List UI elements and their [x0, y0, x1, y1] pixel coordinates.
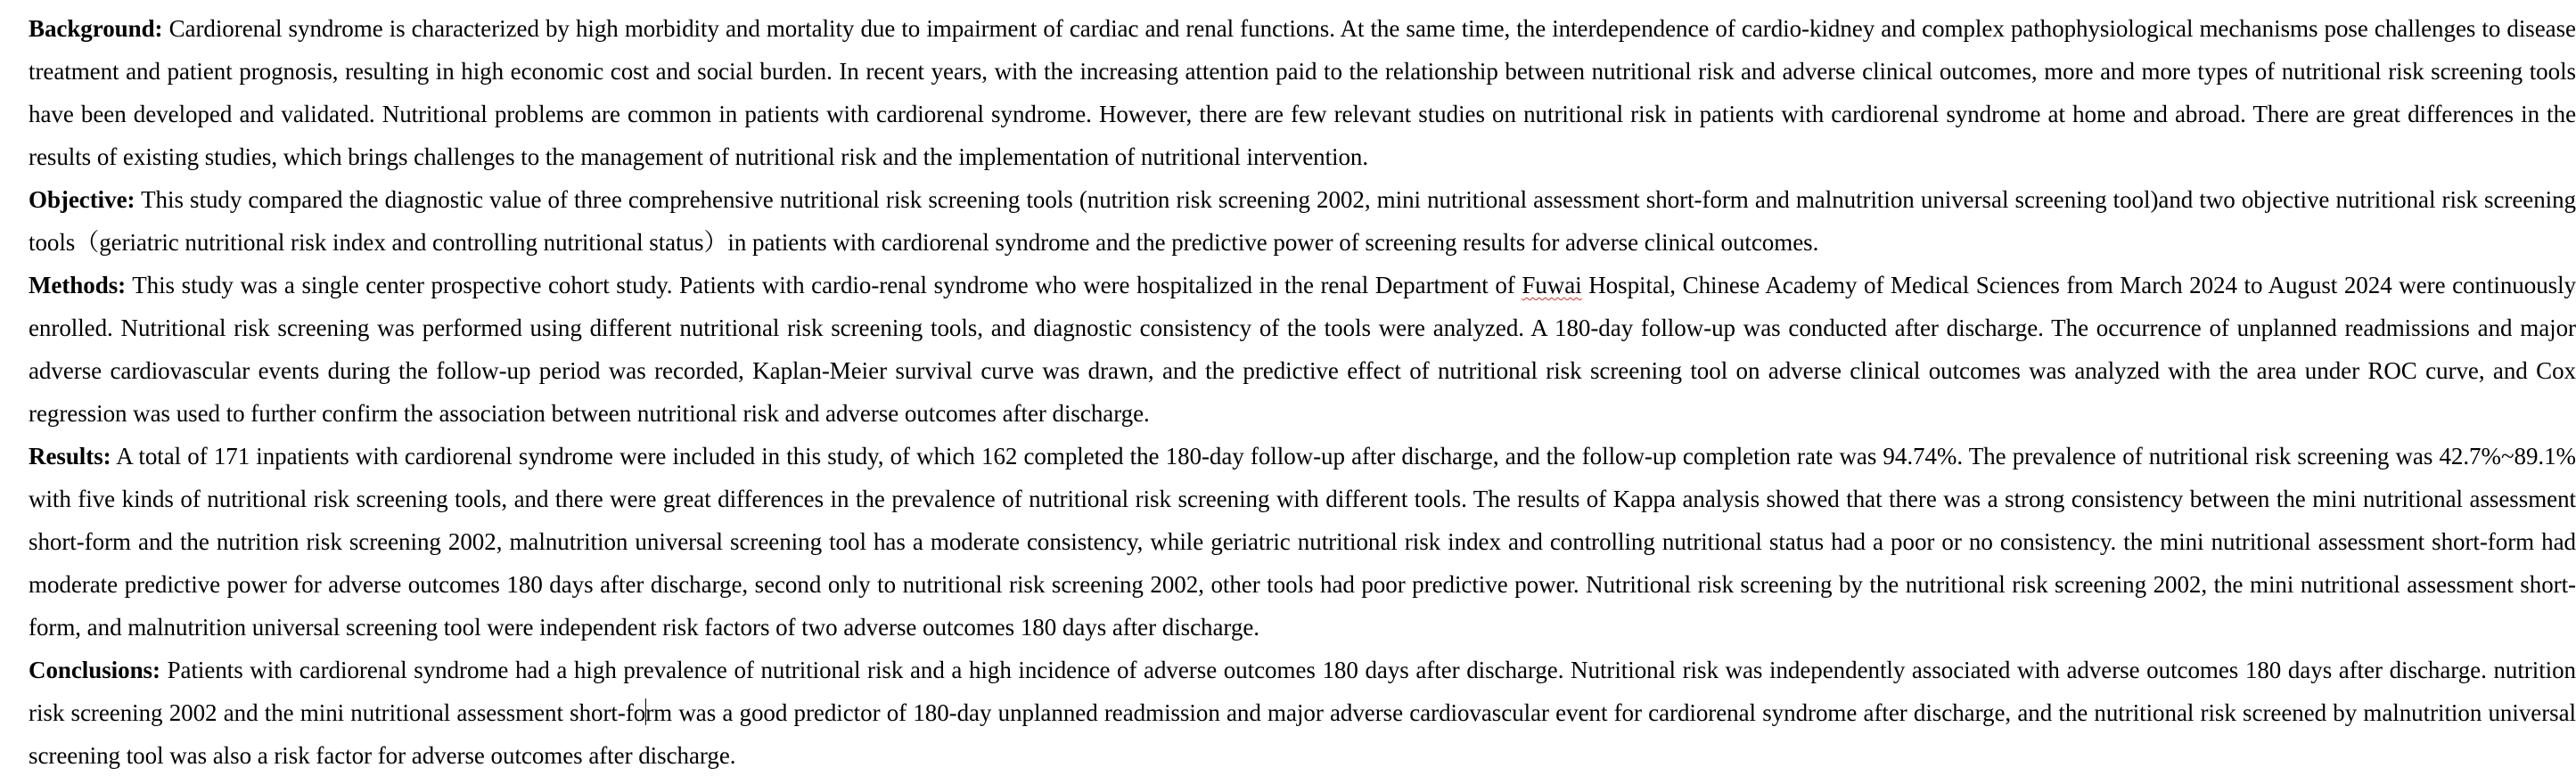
results-paragraph[interactable]: [29, 435, 2576, 649]
methods-text-after: Hospital, Chinese Academy of Medical Sciences from March 2024 to August 2024 were continuously enrolled. Nutritional risk screening was performed using different nutritional risk screening tools, and diagnostic consistency of the tools were analyzed. A 180-day follow-up was conducted after discharge. The occurrence of unplanned readmissions and major adverse cardiovascular events during the follow-up period was recorded, Kaplan-Meier survival curve was drawn, and the predictive effect of nutritional risk screening tool on adverse clinical outcomes was analyzed with the area under ROC curve, and Cox regression was used to further confirm the association between nutritional risk and adverse outcomes after discharge.: [29, 272, 2576, 427]
conclusions-text-before: Patients with cardiorenal syndrome had a high prevalence of nutritional risk and a high incidence of adverse outcomes 180 days after discharge. Nutritional risk was independently associated with adverse outcomes 180 days after discharge. nutrition risk screening 2002 and the mini nutritional assessment short-fo: [29, 657, 2576, 726]
background-paragraph[interactable]: [29, 7, 2576, 178]
results-text: A total of 171 inpatients with cardiorenal syndrome were included in this study, of which 162 completed the 180-day follow-up after discharge, and the follow-up completion rate was 94.74%. The prevalence of nutritional risk screening was 42.7%~89.1% with five kinds of nutritional risk screening tools, and there were great differences in the prevalence of nutritional risk screening with different tools. The results of Kappa analysis showed that there was a strong consistency between the mini nutritional assessment short-form and the nutrition risk screening 2002, malnutrition universal screening tool has a moderate consistency, while geriatric nutritional risk index and controlling nutritional status had a poor or no consistency. the mini nutritional assessment short-form had moderate predictive power for adverse outcomes 180 days after discharge, second only to nutritional risk screening 2002, other tools had poor predictive power. Nutritional risk screening by the nutritional risk screening 2002, the mini nutritional assessment short-form, and malnutrition universal screening tool were independent risk factors of two adverse outcomes 180 days after discharge.: [29, 443, 2576, 641]
background-heading: Background:: [29, 15, 163, 42]
objective-text: This study compared the diagnostic value of three comprehensive nutritional risk screening tools (nutrition risk screening 2002, mini nutritional assessment short-form and malnutrition universal screening tool)and two objective nutritional risk screening tools（geriatric nutritional risk index and controlling nutritional status）in patients with cardiorenal syndrome and the predictive power of screening results for adverse clinical outcomes.: [29, 186, 2576, 256]
methods-heading: Methods:: [29, 272, 127, 298]
spellcheck-flagged-word[interactable]: Fuwai: [1522, 272, 1582, 298]
conclusions-paragraph[interactable]: [29, 649, 2576, 777]
methods-paragraph[interactable]: [29, 264, 2576, 435]
results-heading: Results:: [29, 443, 111, 470]
methods-text-before: This study was a single center prospective cohort study. Patients with cardio-renal syndrome who were hospitalized in the renal Department of: [126, 272, 1522, 298]
document-body[interactable]: [29, 7, 2576, 777]
conclusions-text-after: rm was a good predictor of 180-day unplanned readmission and major adverse cardiovascular event for cardiorenal syndrome after discharge, and the nutritional risk screened by malnutrition universal screening tool was also a risk factor for adverse outcomes after discharge.: [29, 699, 2576, 769]
objective-heading: Objective:: [29, 186, 135, 213]
conclusions-heading: Conclusions:: [29, 657, 160, 683]
objective-paragraph[interactable]: [29, 178, 2576, 264]
background-text: Cardiorenal syndrome is characterized by high morbidity and mortality due to impairment of cardiac and renal functions. At the same time, the interdependence of cardio-kidney and complex pathophysiological mechanisms pose challenges to disease treatment and patient prognosis, resulting in high economic cost and social burden. In recent years, with the increasing attention paid to the relationship between nutritional risk and adverse clinical outcomes, more and more types of nutritional risk screening tools have been developed and validated. Nutritional problems are common in patients with cardiorenal syndrome. However, there are few relevant studies on nutritional risk in patients with cardiorenal syndrome at home and abroad. There are great differences in the results of existing studies, which brings challenges to the management of nutritional risk and the implementation of nutritional intervention.: [29, 15, 2576, 170]
